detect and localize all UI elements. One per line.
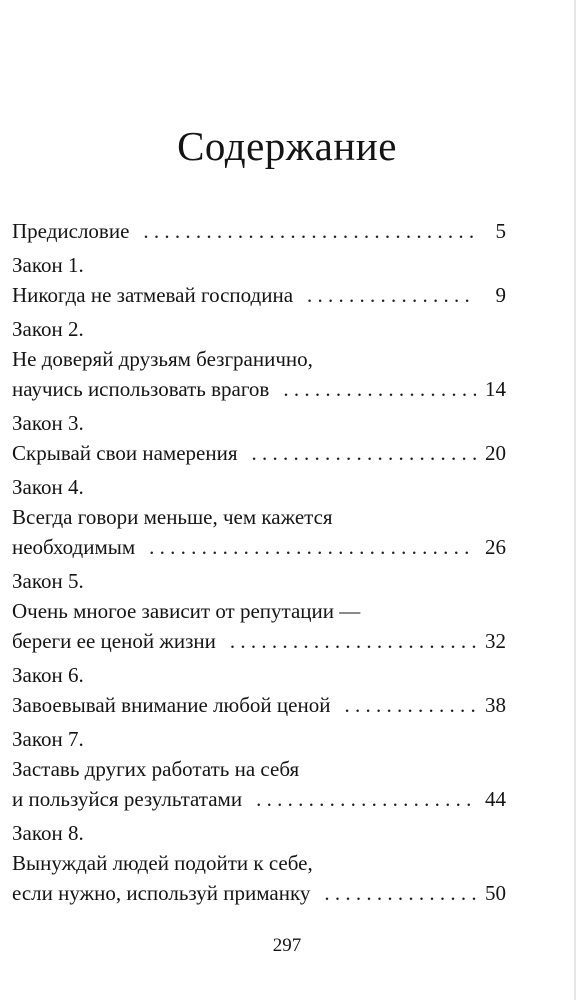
toc-entry-title: если нужно, используй приманку bbox=[12, 881, 311, 905]
toc-entry-title: необходимым bbox=[12, 535, 136, 559]
page-title: Содержание bbox=[177, 123, 397, 169]
dot-leader bbox=[143, 216, 476, 246]
toc-entry-title-line: Вынуждай людей подойти к себе, bbox=[12, 851, 313, 875]
toc-entry-title: Скрывай свои намерения bbox=[12, 441, 238, 465]
toc-row bbox=[12, 784, 506, 814]
toc-page-number: 14 bbox=[485, 377, 506, 401]
law-label: Закон 1. bbox=[12, 253, 84, 277]
toc-page-number: 50 bbox=[485, 881, 506, 905]
dot-leader bbox=[230, 626, 476, 656]
toc-entry-title: научись использовать врагов bbox=[12, 377, 270, 401]
toc-entry-law-1 bbox=[12, 250, 506, 310]
toc-page-number: 20 bbox=[485, 441, 506, 465]
toc-row bbox=[12, 438, 506, 468]
toc-page-number: 44 bbox=[485, 787, 506, 811]
toc-row bbox=[12, 878, 506, 908]
toc-page-number: 26 bbox=[485, 535, 506, 559]
toc-row bbox=[12, 626, 506, 656]
toc-entry-title: Никогда не затмевай господина bbox=[12, 283, 294, 307]
toc-entry-title: Завоевывай внимание любой ценой bbox=[12, 693, 331, 717]
toc-row bbox=[12, 374, 506, 404]
toc-entry-title-line: Заставь других работать на себя bbox=[12, 757, 300, 781]
law-label: Закон 2. bbox=[12, 317, 84, 341]
page-number-footer: 297 bbox=[272, 935, 302, 956]
toc-row bbox=[12, 216, 506, 246]
toc-page-number: 5 bbox=[495, 219, 506, 243]
toc-entry-law-2 bbox=[12, 314, 506, 404]
table-of-contents bbox=[12, 216, 506, 908]
dot-leader bbox=[324, 878, 476, 908]
toc-entry-title-line: Очень многое зависит от репутации — bbox=[12, 599, 361, 623]
toc-entry-law-4 bbox=[12, 472, 506, 562]
toc-entry-law-6 bbox=[12, 660, 506, 720]
toc-entry-title-line: Всегда говори меньше, чем кажется bbox=[12, 505, 333, 529]
toc-entry-law-7 bbox=[12, 724, 506, 814]
toc-entry-title: Предисловие bbox=[12, 219, 130, 243]
toc-entry-title: береги ее ценой жизни bbox=[12, 629, 216, 653]
dot-leader bbox=[344, 690, 476, 720]
toc-entry-law-3 bbox=[12, 408, 506, 468]
toc-row bbox=[12, 280, 506, 310]
toc-row bbox=[12, 532, 506, 562]
toc-entry-title-line: Не доверяй друзьям безгранично, bbox=[12, 347, 313, 371]
toc-entry-title: и пользуйся результатами bbox=[12, 787, 243, 811]
toc-page-number: 32 bbox=[485, 629, 506, 653]
dot-leader bbox=[149, 532, 476, 562]
law-label: Закон 8. bbox=[12, 821, 84, 845]
dot-leader bbox=[283, 374, 476, 404]
toc-page-number: 38 bbox=[485, 693, 506, 717]
toc-entry-law-8 bbox=[12, 818, 506, 908]
law-label: Закон 3. bbox=[12, 411, 84, 435]
toc-page-number: 9 bbox=[495, 283, 506, 307]
law-label: Закон 7. bbox=[12, 727, 84, 751]
law-label: Закон 4. bbox=[12, 475, 84, 499]
law-label: Закон 6. bbox=[12, 663, 84, 687]
toc-row bbox=[12, 690, 506, 720]
dot-leader bbox=[251, 438, 476, 468]
dot-leader bbox=[256, 784, 476, 814]
toc-entry-law-5 bbox=[12, 566, 506, 656]
law-label: Закон 5. bbox=[12, 569, 84, 593]
toc-entry-preface bbox=[12, 216, 506, 246]
dot-leader bbox=[307, 280, 476, 310]
